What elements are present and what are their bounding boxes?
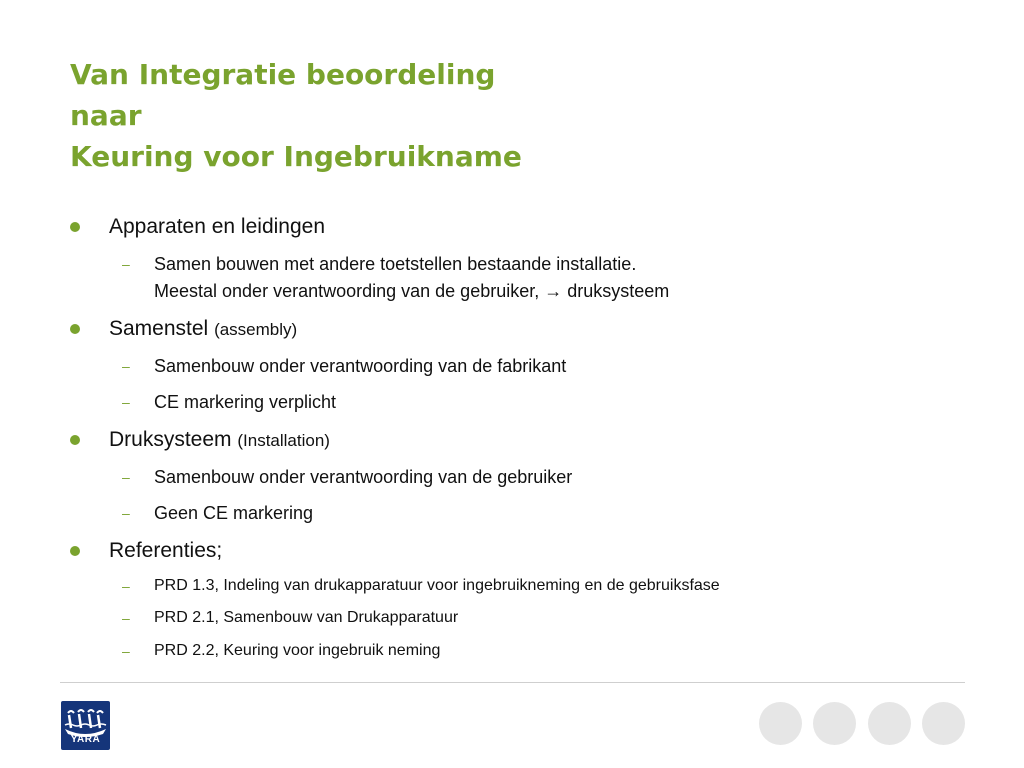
bullet-label: Druksysteem [109,428,238,451]
title-line-1: Van Integratie beoordeling [70,58,496,91]
bullet-text: Apparaten en leidingen [109,215,326,238]
logo-text: YARA [70,734,101,745]
bullet-dot-icon [70,435,80,445]
bullet-note: (assembly) [214,320,298,339]
sub-item-text: CE markering verplicht [154,392,337,412]
dash-icon: – [122,256,130,272]
sub-item-text: Geen CE markering [154,503,314,523]
title-line-2: naar [70,99,142,132]
decorative-circle [868,702,911,745]
footer-divider [60,682,965,683]
sub-item-text: Samenbouw onder verantwoording van de fabrikant [154,356,567,376]
sub-item-text: Samenbouw onder verantwoording van de gebruiker [154,467,573,487]
sub-item-text: PRD 1.3, Indeling van drukapparatuur voor ingebruikneming en de gebruiksfase [154,577,720,594]
bullet-note: (Installation) [237,431,330,450]
bullet-dot-icon [70,324,80,334]
title-line-3: Keuring voor Ingebruikname [70,140,522,173]
bullet-text [109,317,297,342]
dash-icon: – [122,505,130,521]
dash-icon: – [122,358,130,374]
sub-item-line-2-suffix: druksysteem [562,281,670,301]
dash-icon: – [122,643,130,659]
bullet-label: Samenstel [109,317,215,340]
sub-item-text [154,251,669,305]
sub-item-text: PRD 2.1, Samenbouw van Drukapparatuur [154,609,459,626]
sub-item-line-2-prefix: Meestal onder verantwoording van de gebruiker, [154,281,545,301]
sub-item-line-1: Samen bouwen met andere toetstellen bestaande installatie. [154,254,637,274]
dash-icon: – [122,578,130,594]
decorative-circle [759,702,802,745]
bullet-dot-icon [70,222,80,232]
bullet-text: Referenties; [109,539,223,562]
bullet-text [109,428,330,453]
bullet-dot-icon [70,546,80,556]
dash-icon: – [122,469,130,485]
dash-icon: – [122,610,130,626]
right-arrow-icon: → [544,281,563,301]
decorative-circle [813,702,856,745]
yara-logo [61,701,110,750]
sub-item-text: PRD 2.2, Keuring voor ingebruik neming [154,642,441,659]
decorative-circle [922,702,965,745]
dash-icon: – [122,394,130,410]
